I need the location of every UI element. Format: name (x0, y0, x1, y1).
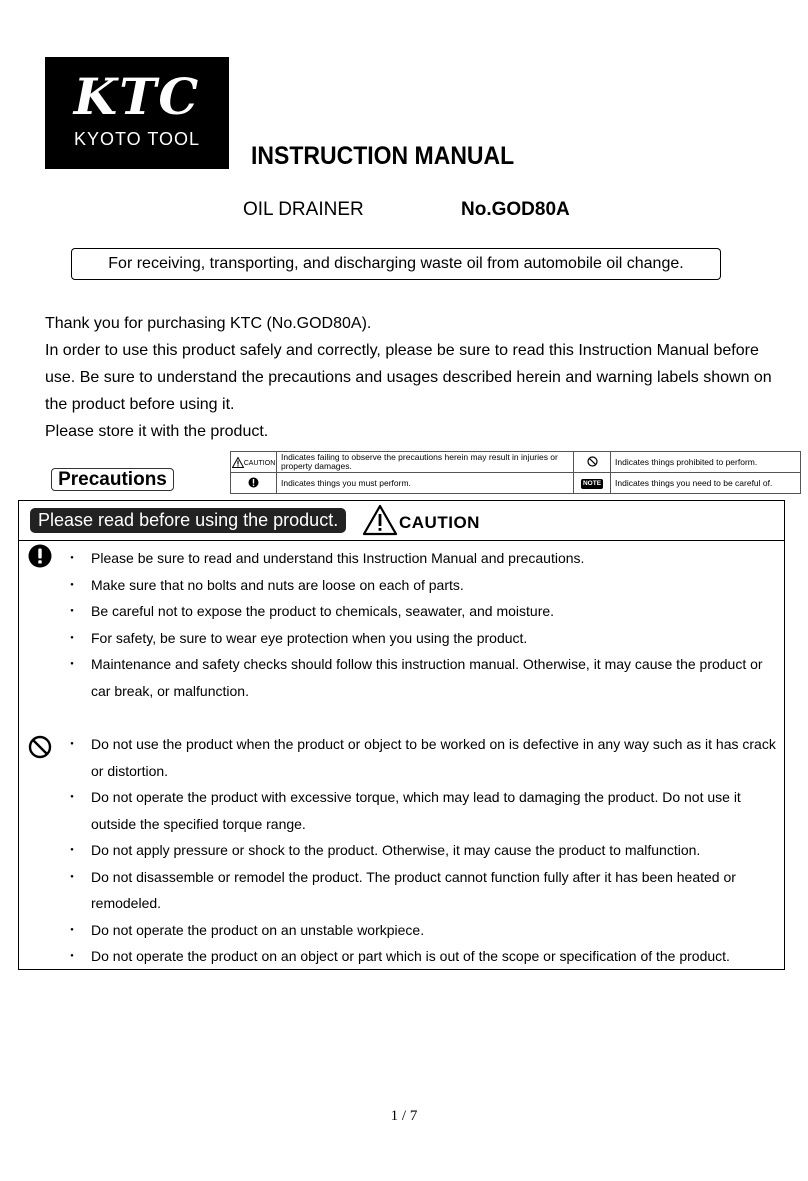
purpose-box: For receiving, transporting, and discharging waste oil from automobile oil change. (71, 248, 721, 280)
list-item: ・ Please be sure to read and understand this Instruction Manual and precautions. (67, 545, 777, 572)
caution-header (19, 501, 784, 541)
legend-must-cell (231, 473, 277, 494)
prohibited-icon (587, 456, 598, 467)
logo-subtitle: KYOTO TOOL (73, 129, 201, 149)
ktc-logo (45, 57, 229, 169)
product-name: OIL DRAINER (243, 199, 364, 220)
legend-note-cell (574, 473, 611, 494)
list-item: ・ Make sure that no bolts and nuts are loose on each of parts. (67, 572, 777, 599)
page-number: 1 / 7 (390, 1108, 418, 1124)
legend-note-text: Indicates things you need to be careful of. (611, 473, 801, 494)
legend-caution-text: Indicates failing to observe the precautions herein may result in injuries or property damages. (277, 452, 574, 473)
list-item: ・ Maintenance and safety checks should follow this instruction manual. Otherwise, it may cause the product or car break, or malfunction. (67, 651, 777, 704)
page-title: INSTRUCTION MANUAL (251, 142, 515, 170)
read-before-label: Please read before using the product. (30, 508, 346, 533)
legend-prohibited-cell (574, 452, 611, 473)
list-item: ・ Do not use the product when the product or object to be worked on is defective in any way such as it has crack or distortion. (67, 731, 777, 784)
list-item: ・ Do not apply pressure or shock to the product. Otherwise, it may cause the product to malfunction. (67, 837, 777, 864)
list-item: ・ Do not operate the product on an unstable workpiece. (67, 917, 777, 944)
must-perform-icon (28, 544, 52, 568)
legend-must-text: Indicates things you must perform. (277, 473, 574, 494)
intro-line: Thank you for purchasing KTC (No.GOD80A). (45, 315, 372, 332)
precautions-label: Precautions (51, 468, 174, 491)
list-item: ・ For safety, be sure to wear eye protection when you using the product. (67, 625, 777, 652)
list-item: ・ Do not operate the product with excessive torque, which may lead to damaging the product. Do not use it outside the specified torque range. (67, 784, 777, 837)
prohibited-icon (28, 735, 52, 759)
intro-line: Please store it with the product. (45, 423, 269, 440)
caution-word: CAUTION (399, 513, 480, 532)
symbol-legend (230, 451, 801, 494)
legend-caution-label: CAUTION (243, 459, 276, 467)
list-item: ・ Do not operate the product on an object or part which is out of the scope or specification of the product. (67, 943, 777, 970)
logo-brand: KTC (73, 67, 201, 126)
list-item: ・ Do not disassemble or remodel the product. The product cannot function fully after it has been heated or remodeled. (67, 864, 777, 917)
product-number: No.GOD80A (461, 199, 570, 220)
list-item: ・ Be careful not to expose the product to chemicals, seawater, and moisture. (67, 598, 777, 625)
intro-text (45, 310, 785, 445)
prohibited-list (67, 731, 777, 970)
note-badge: NOTE (582, 479, 602, 487)
legend-prohibited-text: Indicates things prohibited to perform. (611, 452, 801, 473)
must-list (67, 545, 777, 704)
caution-section (18, 500, 785, 970)
caution-triangle-icon (232, 457, 244, 468)
caution-triangle-icon (362, 504, 398, 536)
must-perform-icon (248, 477, 259, 488)
intro-line: In order to use this product safely and correctly, please be sure to read this Instruction Manual before use. Be sure to understand the precautions and usages described herein and warning labels shown on the product before using it. (45, 342, 772, 413)
legend-caution-cell (231, 452, 277, 473)
